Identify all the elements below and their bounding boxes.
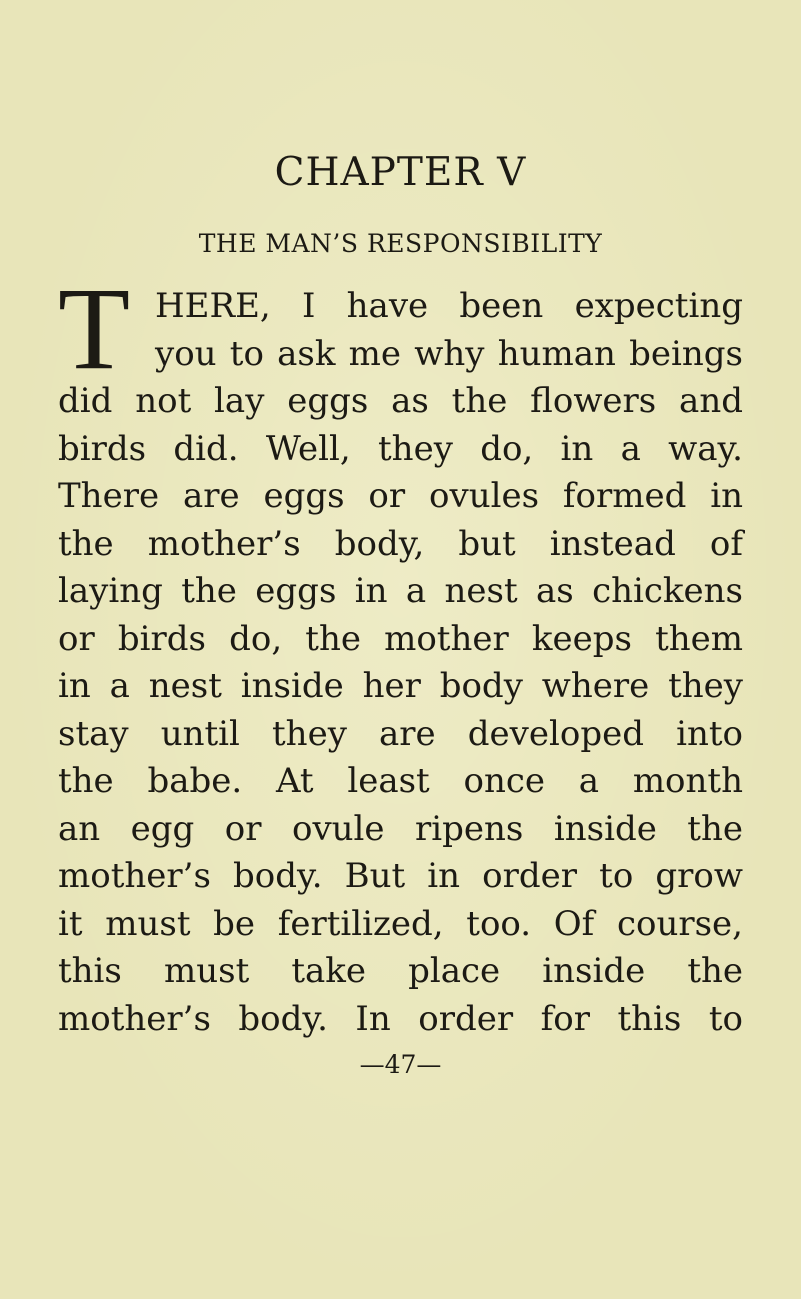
body-line: mother’s body. In order for this to — [58, 999, 743, 1039]
body-line: birds did. Well, they do, in a way. — [58, 429, 743, 469]
drop-cap: T — [58, 263, 131, 394]
body-line: the babe. At least once a month — [58, 761, 743, 801]
body-line: laying the eggs in a nest as chickens — [58, 571, 743, 611]
body-line: you to ask me why human beings — [155, 334, 743, 374]
body-line: an egg or ovule ripens inside the — [58, 809, 743, 849]
body-line: in a nest inside her body where they — [58, 666, 743, 706]
page-number: —47— — [359, 1050, 442, 1079]
body-line: There are eggs or ovules formed in — [58, 476, 743, 516]
body-line: it must be fertilized, too. Of course, — [58, 904, 743, 944]
body-line: HERE, I have been expecting — [155, 286, 743, 326]
body-line: mother’s body. But in order to grow — [58, 856, 743, 896]
chapter-heading: CHAPTER V — [274, 150, 527, 195]
body-line: the mother’s body, but instead of — [58, 524, 743, 564]
body-line: or birds do, the mother keeps them — [58, 619, 743, 659]
chapter-subtitle: THE MAN’S RESPONSIBILITY — [198, 229, 603, 258]
body-line: did not lay eggs as the flowers and — [58, 381, 743, 421]
body-line: this must take place inside the — [58, 951, 743, 991]
body-line: stay until they are developed into — [58, 714, 743, 754]
